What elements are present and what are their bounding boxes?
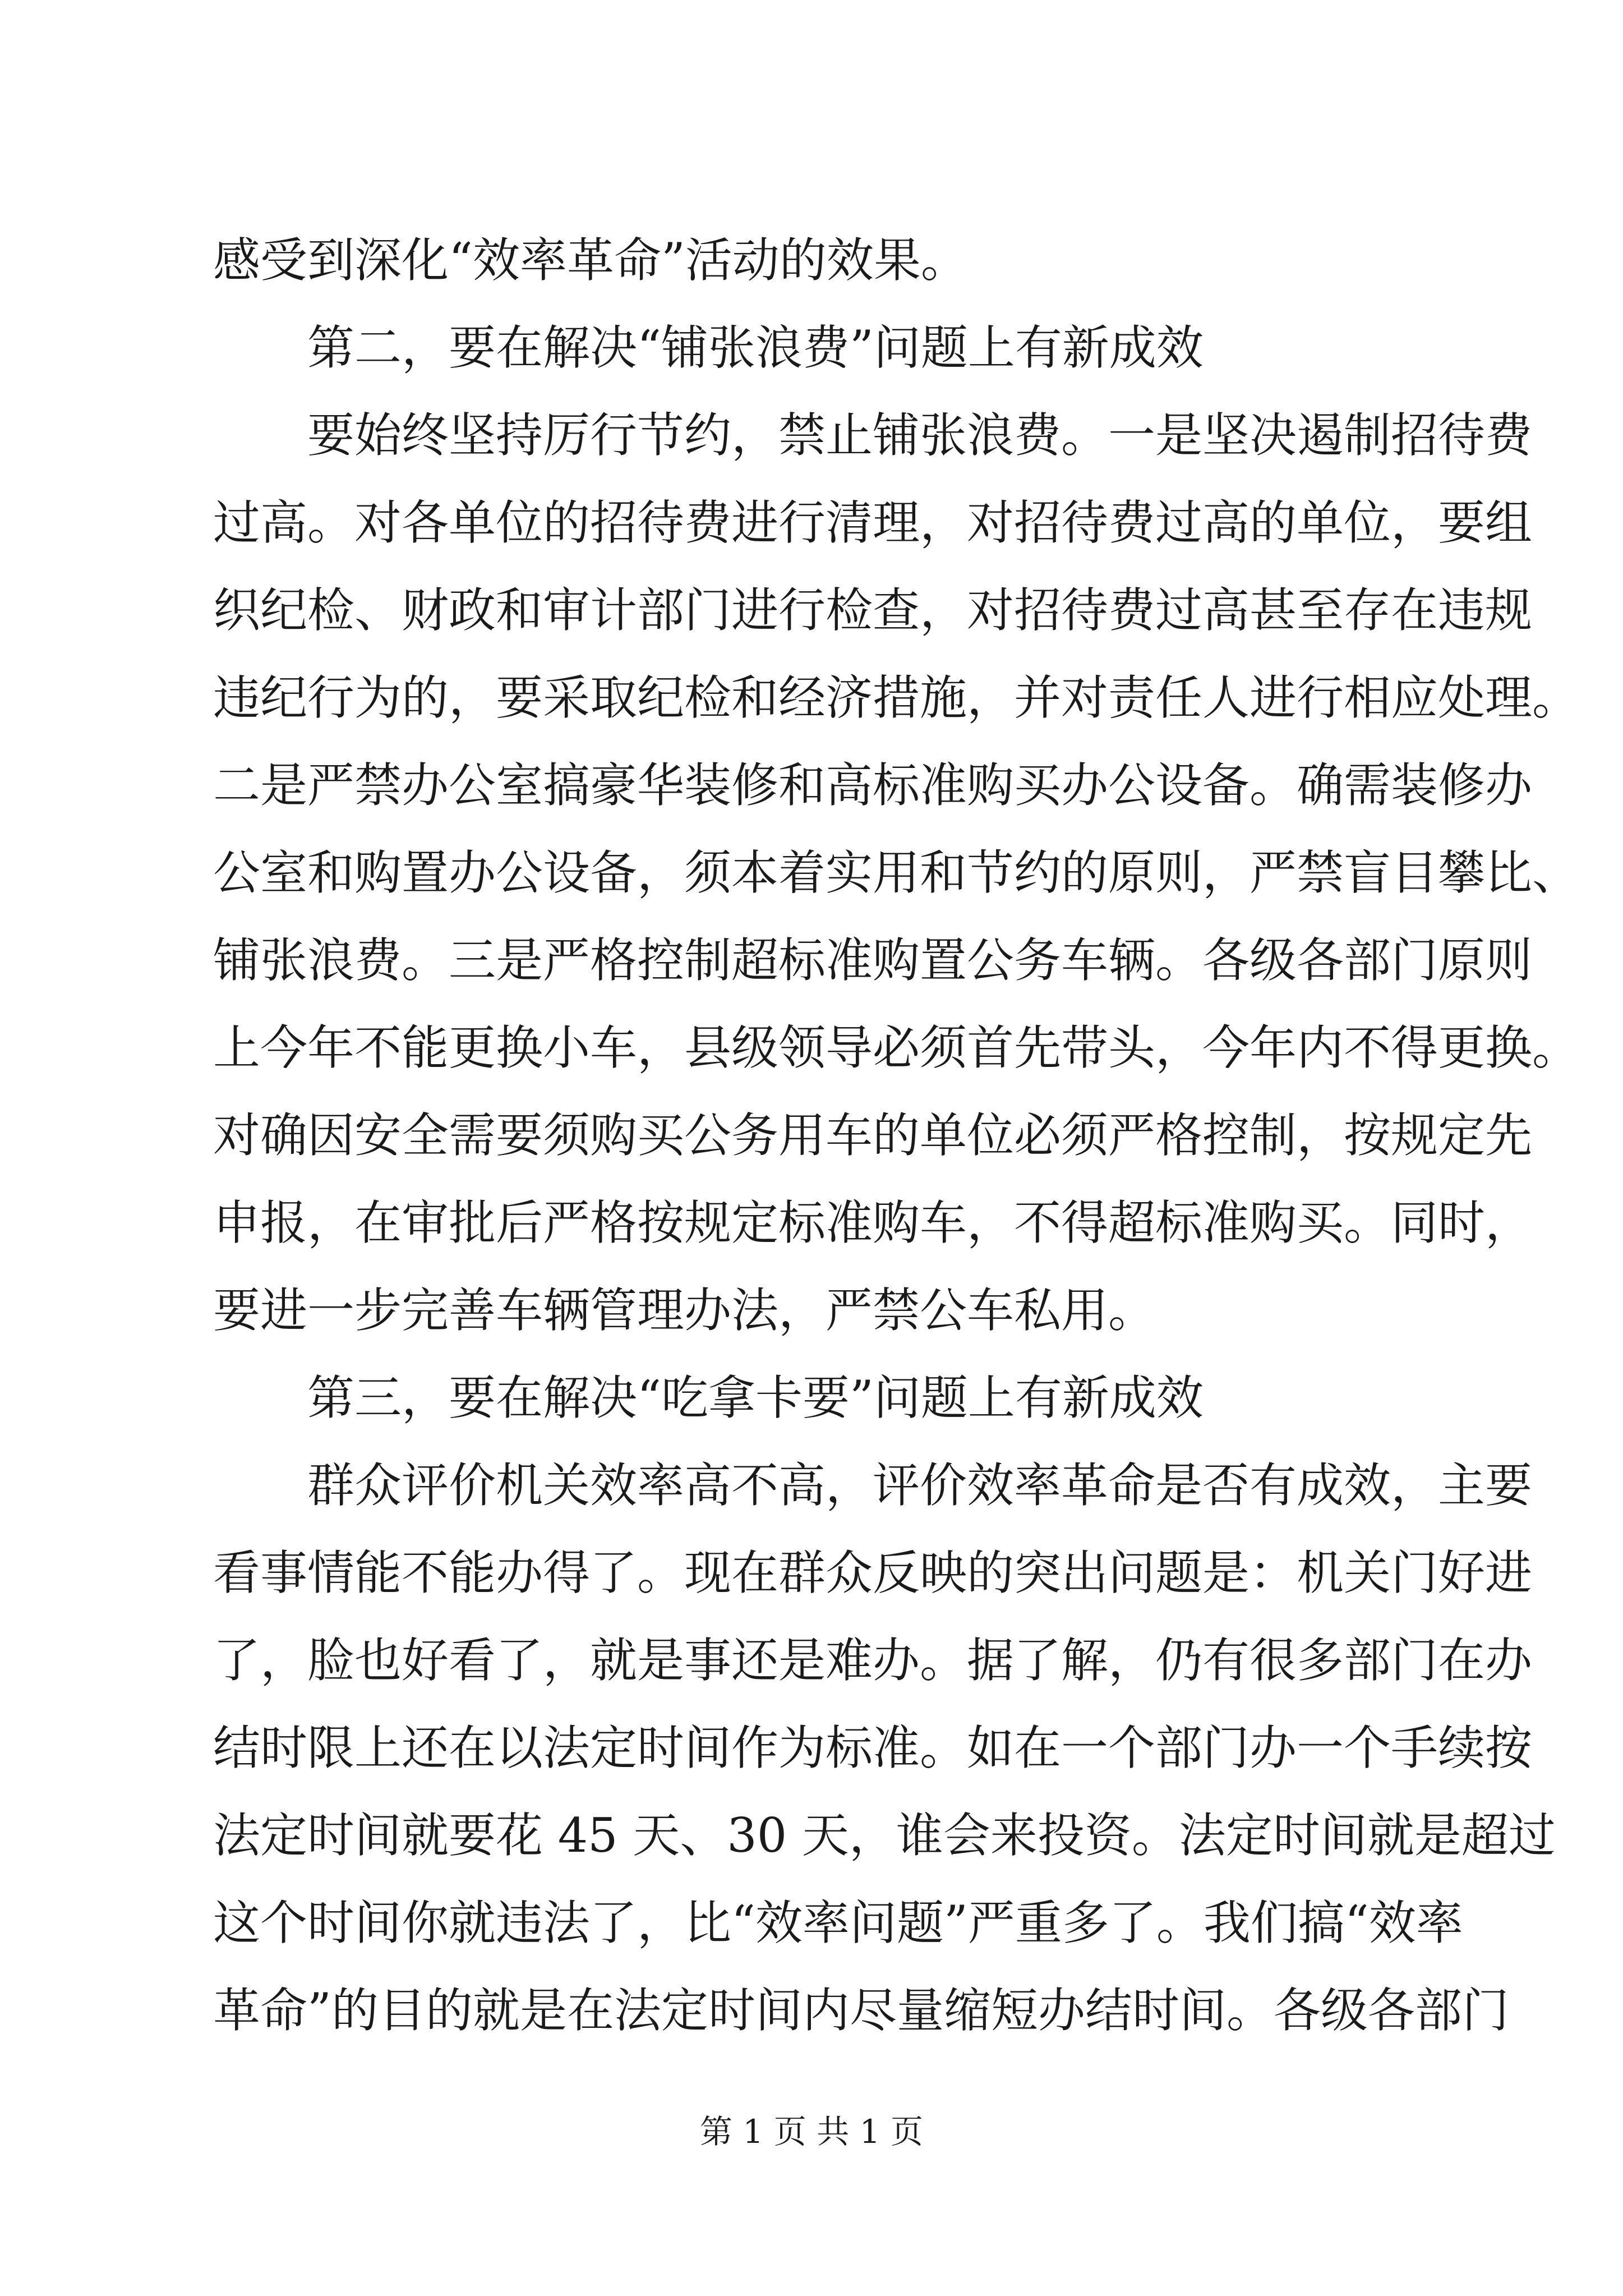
document-body <box>213 217 1580 2054</box>
text-line: 这个时间你就违法了，比“效率问题”严重多了。我们搞“效率 <box>213 1895 1463 1950</box>
text-line: 过高。对各单位的招待费进行清理，对招待费过高的单位，要组 <box>213 495 1533 550</box>
text-line: 二是严禁办公室搞豪华装修和高标准购买办公设备。确需装修办 <box>213 758 1533 813</box>
text-line: 铺张浪费。三是严格控制超标准购置公务车辆。各级各部门原则 <box>213 933 1533 988</box>
text-line: 对确因安全需要须购买公务用车的单位必须严格控制，按规定先 <box>213 1108 1533 1163</box>
text-line: 结时限上还在以法定时间作为标准。如在一个部门办一个手续按 <box>213 1720 1533 1775</box>
text-line: 第三，要在解决“吃拿卡要”问题上有新成效 <box>307 1370 1204 1425</box>
text-line: 公室和购置办公设备，须本着实用和节约的原则，严禁盲目攀比、 <box>213 845 1580 900</box>
text-line: 感受到深化“效率革命”活动的效果。 <box>213 233 968 288</box>
text-line: 法定时间就要花 45 天、30 天，谁会来投资。法定时间就是超过 <box>213 1808 1556 1863</box>
text-line: 群众评价机关效率高不高，评价效率革命是否有成效，主要 <box>307 1458 1533 1513</box>
page-footer: 第 1 页 共 1 页 <box>700 2113 923 2151</box>
text-line: 违纪行为的，要采取纪检和经济措施，并对责任人进行相应处理。 <box>213 670 1580 725</box>
text-line: 织纪检、财政和审计部门进行检查，对招待费过高甚至存在违规 <box>213 583 1533 638</box>
text-line: 要始终坚持厉行节约，禁止铺张浪费。一是坚决遏制招待费 <box>307 408 1533 463</box>
text-line: 革命”的目的就是在法定时间内尽量缩短办结时间。各级各部门 <box>213 1983 1509 2038</box>
text-line: 第二，要在解决“铺张浪费”问题上有新成效 <box>307 320 1204 375</box>
text-line: 上今年不能更换小车，县级领导必须首先带头，今年内不得更换。 <box>213 1020 1580 1075</box>
text-line: 申报，在审批后严格按规定标准购车，不得超标准购买。同时， <box>213 1195 1533 1250</box>
text-line: 要进一步完善车辆管理办法，严禁公车私用。 <box>213 1283 1156 1338</box>
text-line: 了，脸也好看了，就是事还是难办。据了解，仍有很多部门在办 <box>213 1633 1533 1688</box>
text-line: 看事情能不能办得了。现在群众反映的突出问题是：机关门好进 <box>213 1545 1533 1600</box>
